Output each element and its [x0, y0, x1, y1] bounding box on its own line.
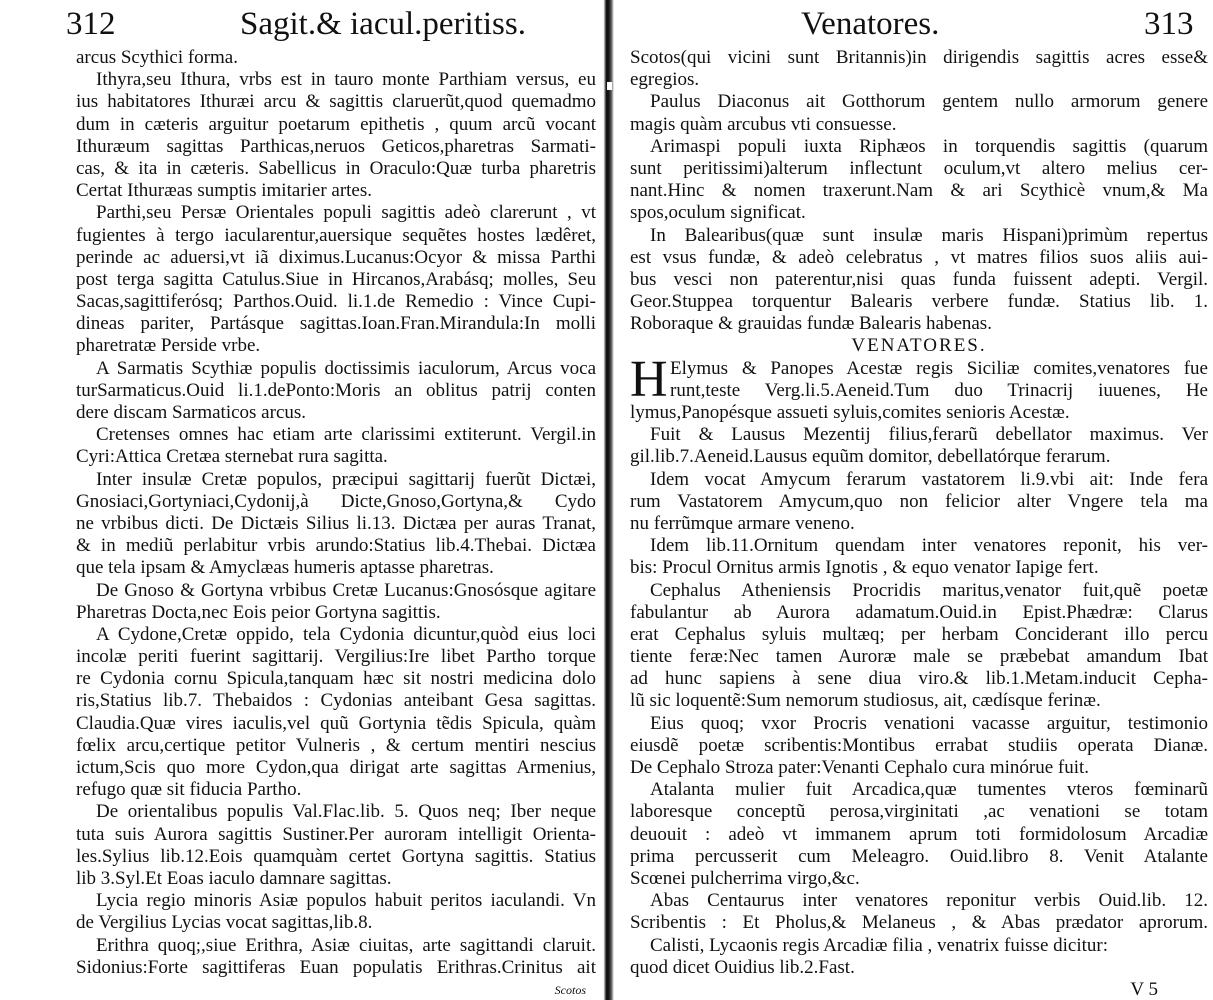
- text-line: rum Vastatorem Amycum,quo non felicior alter Vngere tela ma: [630, 490, 1208, 512]
- text-line: spos,oculum significat.: [630, 202, 806, 224]
- text-line: gil.lib.7.Aeneid.Lausus equũm domitor, debellatórque ferarum.: [630, 446, 1111, 468]
- text-line: re Cydonia cornu Spicula,tanquam hæc sit nostri medicina dolo: [76, 668, 596, 690]
- right-text-block: [630, 47, 1208, 1000]
- dropcap-paragraph: [630, 350, 1208, 408]
- text-line: quod dicet Ouidius lib.2.Fast.: [630, 956, 855, 978]
- text-line: Atalanta mulier fuit Arcadica,quæ tumentes vteros fœminarũ: [650, 779, 1208, 801]
- text-line: magis quàm arcubus vti consuesse.: [630, 113, 897, 135]
- text-line: Geor.Stuppea torquentur Balearis verbere fundæ. Statius lib. 1.: [630, 291, 1208, 313]
- text-line: prima percusserit cum Meleagro. Ouid.libro 8. Venit Atalante: [630, 845, 1208, 867]
- running-head-left: Sagit.& iacul.peritiss.: [240, 6, 526, 42]
- text-line: deuouit : adeò vt immanem aprum toti formidolosum Arcadiæ: [630, 823, 1208, 845]
- text-line: ne vrbibus dicti. De Dictæis Silius li.13. Dictæa per auras Tranat,: [76, 512, 596, 534]
- text-line: de Vergilius Lycias vocat sagittas,lib.8.: [76, 912, 373, 934]
- text-line: Idem lib.11.Ornitum quendam inter venatores reponit, his ver-: [650, 535, 1208, 557]
- text-line: Inter insulæ Cretæ populos, præcipui sagittarij fuerũt Dictæi,: [96, 468, 596, 490]
- drop-cap-initial: H: [630, 350, 668, 408]
- text-line: nant.Hinc & nomen traxerunt.Nam & ari Scythicè vnum,& Ma: [630, 180, 1208, 202]
- text-line: dineas pariter, Partásque sagittas.Ioan.Fran.Mirandula:In molli: [76, 313, 596, 335]
- text-line: Elymus & Panopes Acestæ regis Siciliæ comites,venatores fue: [670, 357, 1208, 379]
- text-line: bis: Procul Ornitus armis Ignotis , & equo venator Iapige fert.: [630, 557, 1099, 579]
- text-line: In Balearibus(quæ sunt insulæ maris Hispani)primùm repertus: [650, 224, 1208, 246]
- text-line: que tela ipsam & Amyclæas humeris aptasse pharetras.: [76, 557, 494, 579]
- text-line: dere discam Sarmaticos arcus.: [76, 402, 307, 423]
- text-line: Calisti, Lycaonis regis Arcadiæ filia , venatrix fuisse dicitur:: [650, 934, 1109, 956]
- text-line: fugientes à tergo iacularentur,auersique sequẽtes hostes lædêret,: [76, 224, 596, 246]
- text-line: refugo quæ sit fiducia Partho.: [76, 779, 302, 801]
- text-line: turSarmaticus.Ouid li.1.dePonto:Moris an oblitus patrij conten: [76, 379, 596, 401]
- text-line: Scotos(qui vicini sunt Britannis)in dirigendis sagittis acres esse&: [630, 47, 1208, 68]
- text-line: nu ferrũmque armare veneno.: [630, 512, 855, 534]
- text-line: Eius quoq; vxor Procris venationi vacasse arguitur, testimonio: [650, 712, 1208, 734]
- text-line: Idem vocat Amycum ferarum vastatorem li.9.vbi ait: Inde fera: [650, 468, 1208, 490]
- text-line: De Gnoso & Gortyna vrbibus Cretæ Lucanus:Gnosósque agitare: [96, 579, 596, 601]
- book-gutter: [600, 0, 614, 1000]
- text-line: Scribentis : Et Pholus,& Melaneus , & Abas prædator aprorum.: [630, 912, 1208, 934]
- text-line: lib 3.Syl.Et Eoas iaculo damnare sagittas.: [76, 867, 392, 889]
- text-line: De orientalibus populis Val.Flac.lib. 5. Quos neq; Iber neque: [96, 801, 596, 823]
- text-line: tiente feræ:Nec tamen Auroræ male se præbebat amandum Ibat: [630, 646, 1208, 668]
- text-line: post terga sagitta Catulus.Siue in Hircanos,Arabásq; molles, Seu: [76, 268, 596, 290]
- text-line: pharetratæ Perside vrbe.: [76, 335, 261, 357]
- text-line: A Cydone,Cretæ oppido, tela Cydonia dicuntur,quòd eius loci: [96, 623, 596, 645]
- gutter-mark: [607, 82, 612, 90]
- text-line: bus vesci non paterentur,nisi quas funda fuissent adepti. Vergil.: [630, 268, 1208, 290]
- text-line: Lycia regio minoris Asiæ populos habuit peritos iaculandi. Vn: [96, 890, 596, 912]
- text-line: fabulantur ab Aurora adamatum.Ouid.in Epist.Phædræ: Clarus: [630, 601, 1208, 623]
- text-line: De Cephalo Stroza pater:Venanti Cephalo cura minórue fuit.: [630, 757, 1090, 778]
- text-line: runt,teste Verg.li.5.Aeneid.Tum duo Trinacrij iuuenes, He: [670, 379, 1208, 401]
- left-page: [0, 0, 600, 1000]
- text-line: ictum,Scis quo more Cydon,qua dirigat arte sagittas Armenius,: [76, 757, 596, 778]
- left-text-block: [76, 47, 596, 1000]
- page-number-left: 312: [66, 6, 116, 42]
- text-line: Arimaspi populi iuxta Riphæos in torquendis sagittis (quarum: [650, 135, 1208, 157]
- text-line: Sidonius:Forte sagittiferas Euan populatis Erithras.Crinitus ait: [76, 956, 596, 978]
- text-line: incolæ periti fuerint sagittarij. Vergilius:Ire libet Partho torque: [76, 646, 596, 668]
- text-line: Gnosiaci,Gortyniaci,Cydonij,à Dicte,Gnoso,Gortyna,& Cydo: [76, 490, 596, 512]
- text-line: Claudia.Quæ vires iaculis,vel quũ Gortynia tẽdis Spicula, quàm: [76, 712, 596, 734]
- text-line: egregios.: [630, 69, 700, 91]
- running-head-right: Venatores.: [801, 6, 940, 42]
- text-line: fœlix arcu,certique petitor Vulneris , & certum mentiri nescius: [76, 734, 596, 756]
- text-line: sunt peritissimi)alterum inflectunt oculum,vt altero melius cer-: [630, 157, 1208, 179]
- text-line: & in mediũ perlabitur vrbis arundo:Statius lib.4.Thebai. Dictæa: [76, 535, 596, 557]
- text-line: Abas Centaurus inter venatores reponitur verbis Ouid.lib. 12.: [650, 890, 1208, 912]
- text-line: Paulus Diaconus ait Gotthorum gentem nullo armorum genere: [650, 91, 1208, 113]
- text-line: Parthi,seu Persæ Orientales populi sagittis adeò clarerunt , vt: [96, 202, 596, 224]
- text-line: Sacas,sagittiferósq; Parthos.Ouid. li.1.de Remedio : Vince Cupi-: [76, 291, 596, 313]
- text-line: les.Sylius lib.12.Eois quamquàm certet Gortyna sagittis. Statius: [76, 845, 596, 867]
- text-line: Fuit & Lausus Mezentij filius,ferarũ debellator maximus. Ver: [650, 424, 1208, 446]
- text-line: ius habitatores Ithuræi arcu & sagittis claruerũt,quod quemadmo: [76, 91, 596, 113]
- text-line: cas, & ita in cæteris. Sabellicus in Oraculo:Quæ turba pharetris: [76, 157, 596, 179]
- text-line: ad hunc sapiens à sene diua viro.& lib.1.Metam.inducit Cepha-: [630, 668, 1208, 690]
- text-line: laboresque conceptũ perosa,virginitati ,ac venationi se totam: [630, 801, 1208, 823]
- section-heading: VENATORES.: [851, 335, 987, 357]
- text-line: Ithuræum sagittas Parthicas,neruos Geticos,pharetras Sarmati-: [76, 135, 596, 157]
- text-line: Roboraque & grauidas fundæ Balearis habenas.: [630, 313, 992, 335]
- text-line: Pharetras Docta,nec Eois peior Gortyna sagittis.: [76, 601, 441, 623]
- text-line: Erithra quoq;,siue Erithra, Asiæ ciuitas, arte sagittandi claruit.: [96, 934, 596, 956]
- text-line: est vsus fundæ, & adeò celebratus , vt matres filios suos aliis aui-: [630, 246, 1208, 268]
- text-line: lymus,Panopésque assueti syluis,comites senioris Acestæ.: [630, 402, 1070, 423]
- text-line: Certat Ithuræas sumptis imitarier artes.: [76, 180, 373, 202]
- text-line: Cyri:Attica Cretæa sternebat rura sagitta.: [76, 446, 388, 468]
- text-line: A Sarmatis Scythiæ populis doctissimis iaculorum, Arcus voca: [96, 357, 596, 379]
- text-line: dum in cæteris arguitur poetarum epithetis , quum arcũ vocant: [76, 113, 596, 135]
- text-line: tuta suis Aurora sagittis Sustiner.Per auroram intelligit Orienta-: [76, 823, 596, 845]
- text-line: perinde ac aduersi,vt iã diximus.Lucanus:Ocyor & missa Parthi: [76, 246, 596, 268]
- text-line: eiusdẽ poetæ scribentis:Montibus errabat studiis operata Dianæ.: [630, 734, 1208, 756]
- text-line: ris,Statius lib.7. Thebaidos : Cydonias anteibant Gesa sagittas.: [76, 690, 596, 712]
- text-line: erat Cephalus syluis multæq; per herbam Conciderant illo percu: [630, 623, 1208, 645]
- text-line: Scœnei pulcherrima virgo,&c.: [630, 867, 860, 889]
- text-line: Cephalus Atheniensis Procridis maritus,venator fuit,quẽ poetæ: [650, 579, 1208, 601]
- text-line: Ithyra,seu Ithura, vrbs est in tauro monte Parthiam versus, eu: [96, 69, 596, 91]
- page-number-right: 313: [1144, 6, 1194, 42]
- text-line: lũ sic loquentẽ:Sum nemorum studiosus, ait, cædísque ferinæ.: [630, 690, 1101, 712]
- signature-mark: V 5: [1130, 978, 1158, 1000]
- text-line: Cretenses omnes hac etiam arte clarissimi extiterunt. Vergil.in: [96, 424, 596, 446]
- right-page: [614, 0, 1213, 1000]
- text-line: arcus Scythici forma.: [76, 47, 238, 68]
- catchword: Scotos: [554, 982, 586, 997]
